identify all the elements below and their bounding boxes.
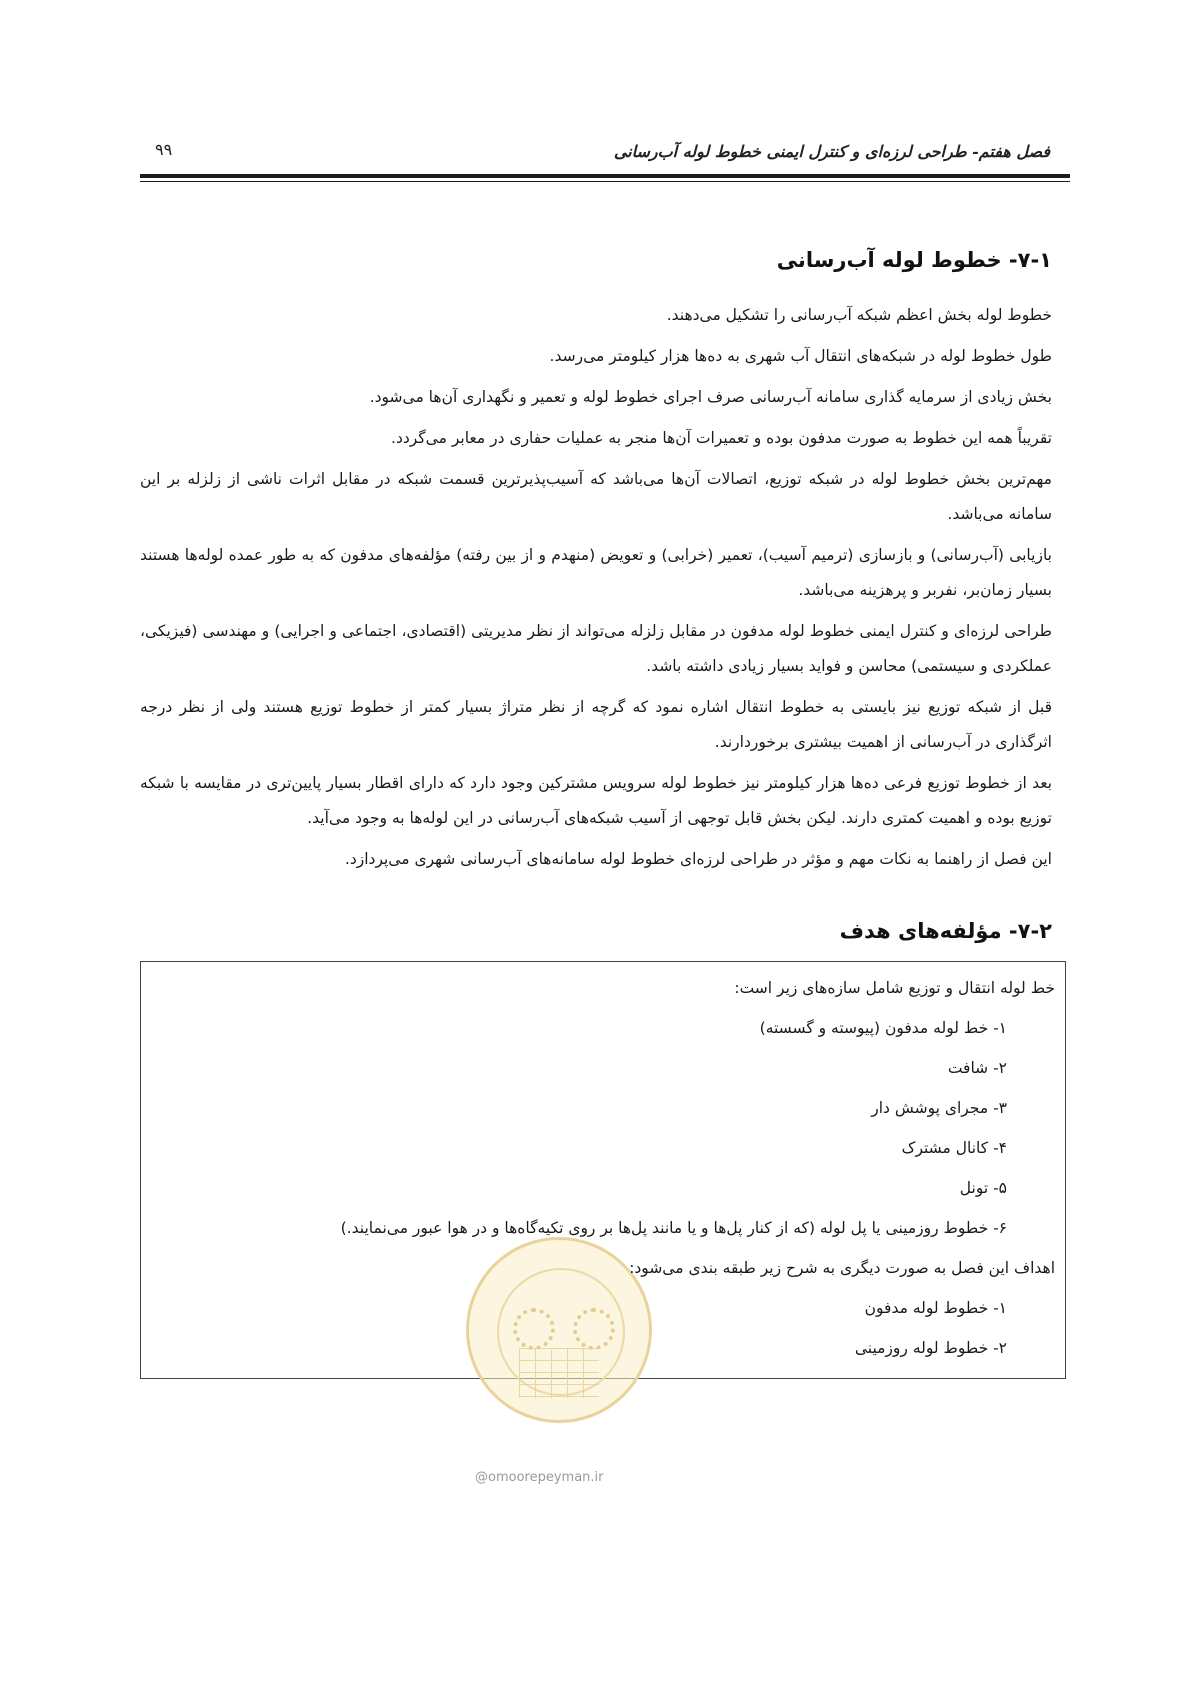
list-item: ۵- تونل bbox=[959, 1179, 1007, 1197]
paragraph: تقریباً همه این خطوط به صورت مدفون بوده و تعمیرات آن‌ها منجر به عملیات حفاری در معابر می‌گردد. bbox=[391, 429, 1052, 447]
chapter-header-title: فصل هفتم- طراحی لرزه‌ای و کنترل ایمنی خطوط لوله آب‌رسانی bbox=[613, 142, 1050, 161]
paragraph: این فصل از راهنما به نکات مهم و مؤثر در طراحی لرزه‌ای خطوط لوله سامانه‌های آب‌رسانی شهری می‌پردازد. bbox=[344, 850, 1052, 868]
page-content bbox=[140, 240, 1055, 1379]
section-heading-7-2: ۷-۲- مؤلفه‌های هدف bbox=[839, 919, 1052, 943]
page-number: ۹۹ bbox=[155, 140, 173, 159]
paragraph: بخش زیادی از سرمایه گذاری سامانه آب‌رسانی صرف اجرای خطوط لوله و تعمیر و نگهداری آن‌ها می‌شود. bbox=[369, 388, 1052, 406]
watermark-url: @omoorepeyman.ir bbox=[475, 1470, 604, 1485]
list-item: ۶- خطوط روزمینی یا پل لوله (که از کنار پل‌ها و یا مانند پل‌ها بر روی تکیه‌گاه‌ها و در هوا عبور می‌نمایند.) bbox=[340, 1219, 1007, 1237]
header-rule-thick bbox=[140, 174, 1070, 178]
list-item: ۴- کانال مشترک bbox=[901, 1139, 1007, 1157]
section-heading-7-1: ۷-۱- خطوط لوله آب‌رسانی bbox=[776, 248, 1052, 272]
list-item: ۱- خط لوله مدفون (پیوسته و گسسته) bbox=[759, 1019, 1007, 1037]
paragraph: مهم‌ترین بخش خطوط لوله در شبکه توزیع، اتصالات آن‌ها می‌باشد که آسیب‌پذیرترین قسمت شبکه در مقابل اثرات ناشی از زلزله بر این سامانه می‌باشد. bbox=[140, 470, 1052, 523]
list-item: ۳- مجرای پوشش دار bbox=[871, 1099, 1007, 1117]
paragraph: بعد از خطوط توزیع فرعی ده‌ها هزار کیلومتر نیز خطوط لوله سرویس مشترکین وجود دارد که دارای اقطار بسیار پایین‌تری در مقایسه با شبکه توزیع بوده و اهمیت کمتری دارند. لیکن بخش قابل توجهی از آسیب شبکه‌های آب‌رسانی در این لوله‌ها به وجود می‌آید. bbox=[140, 774, 1052, 827]
paragraph: خطوط لوله بخش اعظم شبکه آب‌رسانی را تشکیل می‌دهند. bbox=[666, 306, 1052, 324]
paragraph: طول خطوط لوله در شبکه‌های انتقال آب شهری به ده‌ها هزار کیلومتر می‌رسد. bbox=[549, 347, 1052, 365]
target-components-box bbox=[140, 961, 1066, 1379]
box-intro: خط لوله انتقال و توزیع شامل سازه‌های زیر است: bbox=[734, 979, 1055, 997]
header-rule-thin bbox=[140, 181, 1070, 182]
list-item: ۲- خطوط لوله روزمینی bbox=[854, 1339, 1007, 1357]
goals-intro: اهداف این فصل به صورت دیگری به شرح زیر طبقه بندی می‌شود: bbox=[629, 1259, 1055, 1277]
paragraph: قبل از شبکه توزیع نیز بایستی به خطوط انتقال اشاره نمود که گرچه از نظر متراژ بسیار کمتر از خطوط توزیع هستند ولی از نظر درجه اثرگذاری در آب‌رسانی از اهمیت بیشتری برخوردارند. bbox=[140, 698, 1052, 751]
list-item: ۱- خطوط لوله مدفون bbox=[864, 1299, 1007, 1317]
list-item: ۲- شافت bbox=[947, 1059, 1007, 1077]
paragraph: طراحی لرزه‌ای و کنترل ایمنی خطوط لوله مدفون در مقابل زلزله می‌تواند از نظر مدیریتی (اقتصادی، اجتماعی و اجرایی) و مهندسی (فیزیکی، عملکردی و سیستمی) محاسن و فواید بسیار زیادی داشته باشد. bbox=[140, 622, 1052, 675]
paragraph: بازیابی (آب‌رسانی) و بازسازی (ترمیم آسیب)، تعمیر (خرابی) و تعویض (منهدم و از بین رفته) مؤلفه‌های مدفون که به طور عمده لوله‌ها هستند بسیار زمان‌بر، نفربر و پرهزینه می‌باشد. bbox=[140, 546, 1052, 599]
